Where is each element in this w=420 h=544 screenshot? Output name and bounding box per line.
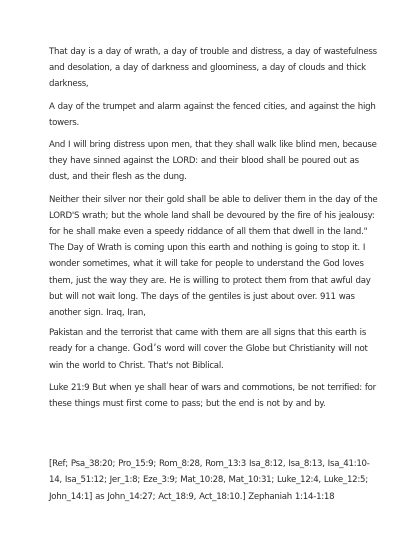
paragraph-pakistan-text: Pakistan and the terrorist that came with them are all signs that this earth is ready for a change.: [49, 328, 367, 355]
paragraph-luke-quote: Luke 21:9 But when ye shall hear of wars and commotions, be not terrified: for these things must first come to pass; but the end is not by and by.: [49, 382, 376, 410]
paragraph-references: [Ref; Psa_38:20; Pro_15:9; Rom_8:28, Rom_13:3 Isa_8:12, Isa_8:13, Isa_41:10-14, Isa_51:12; Jer_1:8; Eze_3:9; Mat_10:28, Mat_10:31; Luke_12:4, Luke_12:5; John_14:1] as John_14:27; Act_18:9, Act_18:10.] Zephaniah 1:14-1:18: [49, 459, 370, 502]
paragraph-pakistan-text-end: word will cover the Globe but Christianity will not win the world to Christ. That's not Biblical.: [49, 344, 368, 371]
paragraph-pakistan-terrorist: [49, 325, 379, 374]
gods-word-emphasis: God’s: [132, 343, 162, 355]
paragraph-distress-upon-men: And I will bring distress upon men, that they shall walk like blind men, because they have sinned against the LORD: and their blood shall be poured out as dust, and their flesh as the dung.: [49, 140, 377, 183]
paragraph-day-of-wrath: That day is a day of wrath, a day of trouble and distress, a day of wastefulness and desolation, a day of darkness and gloominess, a day of clouds and thick darkness,: [49, 47, 377, 90]
document-body: [49, 44, 379, 505]
paragraph-silver-gold: Neither their silver nor their gold shall be able to deliver them in the day of the LORD'S wrath; but the whole land shall be devoured by the fire of his jealousy: for he shall make even a speedy riddance of all them that dwell in the land." The Day of Wrath is coming upon this earth and nothing is going to stop it. I wonder sometimes, what it will take for people to understand the God loves them, just the way they are. He is willing to protect them from that awful day but will not wait long. The days of the gentiles is just about over. 911 was another sign. Iraq, Iran,: [49, 194, 378, 319]
paragraph-trumpet-alarm: A day of the trumpet and alarm against the fenced cities, and against the high towers.: [49, 101, 376, 128]
